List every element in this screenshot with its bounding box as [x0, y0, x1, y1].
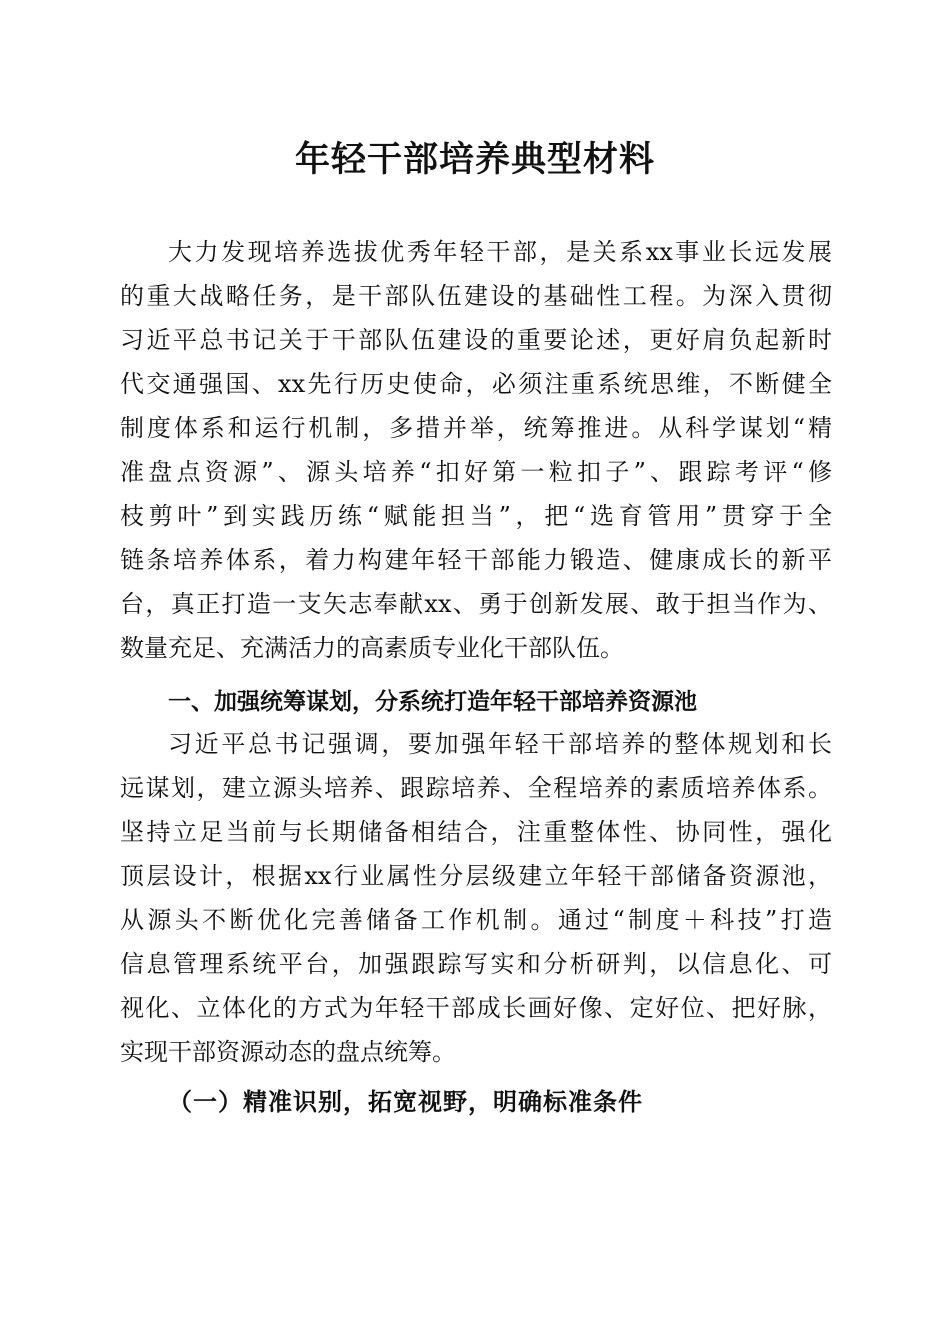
intro-line-6: 准盘点资源”、源头培养“扣好第一粒扣子”、跟踪考评“修: [120, 458, 832, 486]
section1-line-1: 习近平总书记强调，要加强年轻干部培养的整体规划和长: [168, 730, 832, 758]
intro-line-4: 代交通强国、xx先行历史使命，必须注重系统思维，不断健全: [120, 370, 832, 398]
intro-line-5: 制度体系和运行机制，多措并举，统筹推进。从科学谋划“精: [120, 414, 832, 442]
intro-line-2: 的重大战略任务，是干部队伍建设的基础性工程。为深入贯彻: [120, 282, 832, 310]
section1-line-5: 从源头不断优化完善储备工作机制。通过“制度＋科技”打造: [120, 906, 832, 934]
section1-line-3: 坚持立足当前与长期储备相结合，注重整体性、协同性，强化: [120, 818, 832, 846]
document-title: 年轻干部培养典型材料: [294, 139, 655, 180]
section1-line-2: 远谋划，建立源头培养、跟踪培养、全程培养的素质培养体系。: [120, 774, 832, 802]
intro-line-10: 数量充足、充满活力的高素质专业化干部队伍。: [120, 634, 624, 662]
intro-line-9: 台，真正打造一支矢志奉献xx、勇于创新发展、敢于担当作为、: [120, 590, 832, 618]
section1-line-8: 实现干部资源动态的盘点统筹。: [120, 1038, 456, 1066]
intro-line-7: 枝剪叶”到实践历练“赋能担当”，把“选育管用”贯穿于全: [120, 502, 832, 530]
section1-line-4: 顶层设计，根据xx行业属性分层级建立年轻干部储备资源池，: [120, 862, 832, 890]
intro-line-8: 链条培养体系，着力构建年轻干部能力锻造、健康成长的新平: [120, 546, 832, 574]
section-heading-1: 一、加强统筹谋划，分系统打造年轻干部培养资源池: [168, 689, 697, 715]
intro-line-1: 大力发现培养选拔优秀年轻干部，是关系xx事业长远发展: [168, 238, 832, 266]
section1-line-7: 视化、立体化的方式为年轻干部成长画好像、定好位、把好脉，: [120, 994, 832, 1022]
intro-line-3: 习近平总书记关于干部队伍建设的重要论述，更好肩负起新时: [120, 326, 832, 354]
subsection-heading-1: （一）精准识别，拓宽视野，明确标准条件: [168, 1087, 643, 1116]
section1-line-6: 信息管理系统平台，加强跟踪写实和分析研判，以信息化、可: [120, 950, 832, 978]
